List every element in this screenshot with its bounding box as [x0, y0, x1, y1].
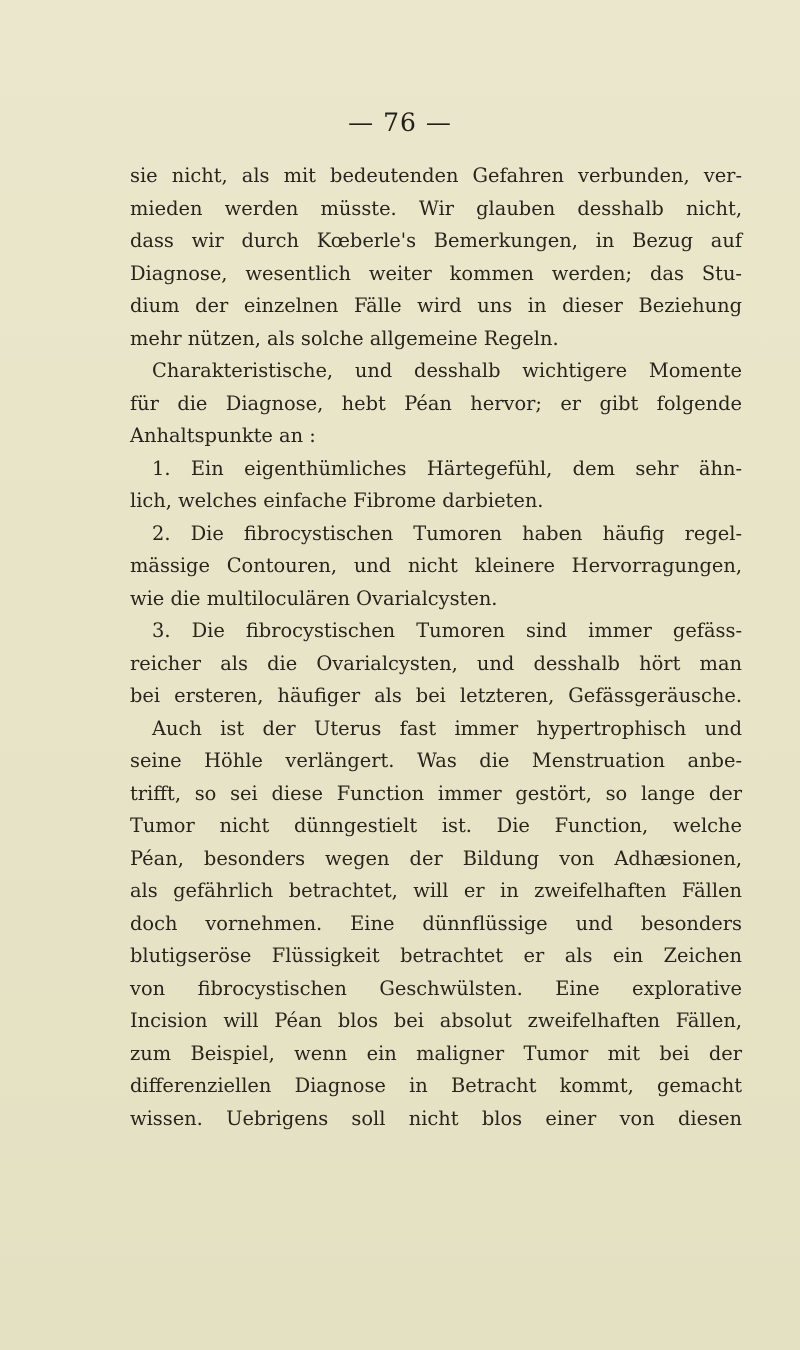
text-line: Diagnose, wesentlich weiter kommen werden; das Stu- — [130, 261, 742, 285]
text-line: wie die multiloculären Ovarialcysten. — [130, 586, 498, 610]
text-line: Tumor nicht dünngestielt ist. Die Function, welche — [130, 814, 742, 837]
body-text — [130, 160, 742, 1135]
text-line: Incision will Péan blos bei absolut zweifelhaften Fällen, — [130, 1009, 742, 1032]
text-line: von fibrocystischen Geschwülsten. Eine explorative — [130, 976, 742, 1000]
text-line: Auch ist der Uterus fast immer hypertrophisch und — [152, 716, 742, 740]
text-line: doch vornehmen. Eine dünnflüssige und besonders — [130, 911, 742, 935]
text-line: dium der einzelnen Fälle wird uns in dieser Beziehung — [130, 294, 742, 317]
text-line: wissen. Uebrigens soll nicht blos einer von diesen — [130, 1106, 742, 1130]
text-line: für die Diagnose, hebt Péan hervor; er gibt folgende — [130, 391, 742, 415]
text-line: 2. Die fibrocystischen Tumoren haben häufig regel- — [152, 521, 742, 545]
text-line: mieden werden müsste. Wir glauben desshalb nicht, — [130, 196, 742, 220]
text-line: 1. Ein eigenthümliches Härtegefühl, dem sehr ähn- — [152, 456, 742, 480]
text-line: mässige Contouren, und nicht kleinere Hervorragungen, — [130, 554, 742, 577]
text-line: blutigseröse Flüssigkeit betrachtet er als ein Zeichen — [130, 944, 742, 967]
text-line: als gefährlich betrachtet, will er in zweifelhaften Fällen — [130, 879, 742, 902]
text-line: zum Beispiel, wenn ein maligner Tumor mit bei der — [130, 1041, 742, 1065]
page-number-header: — 76 — — [348, 108, 452, 137]
text-line: lich, welches einfache Fibrome darbieten. — [130, 489, 544, 512]
text-line: Péan, besonders wegen der Bildung von Adhæsionen, — [130, 846, 742, 870]
text-line: bei ersteren, häufiger als bei letzteren, Gefässgeräusche. — [130, 684, 742, 707]
text-line: Charakteristische, und desshalb wichtigere Momente — [152, 359, 742, 382]
text-line: seine Höhle verlängert. Was die Menstruation anbe- — [130, 749, 742, 772]
text-line: reicher als die Ovarialcysten, und desshalb hört man — [130, 651, 742, 675]
text-line: mehr nützen, als solche allgemeine Regeln. — [130, 326, 559, 350]
text-line: differenziellen Diagnose in Betracht kommt, gemacht — [130, 1074, 742, 1097]
text-line: trifft, so sei diese Function immer gestört, so lange der — [130, 781, 742, 805]
text-line: sie nicht, als mit bedeutenden Gefahren verbunden, ver- — [130, 164, 742, 187]
text-line: dass wir durch Kœberle's Bemerkungen, in Bezug auf — [130, 229, 742, 252]
text-line: 3. Die fibrocystischen Tumoren sind immer gefäss- — [152, 619, 742, 642]
text-line: Anhaltspunkte an : — [130, 424, 316, 447]
